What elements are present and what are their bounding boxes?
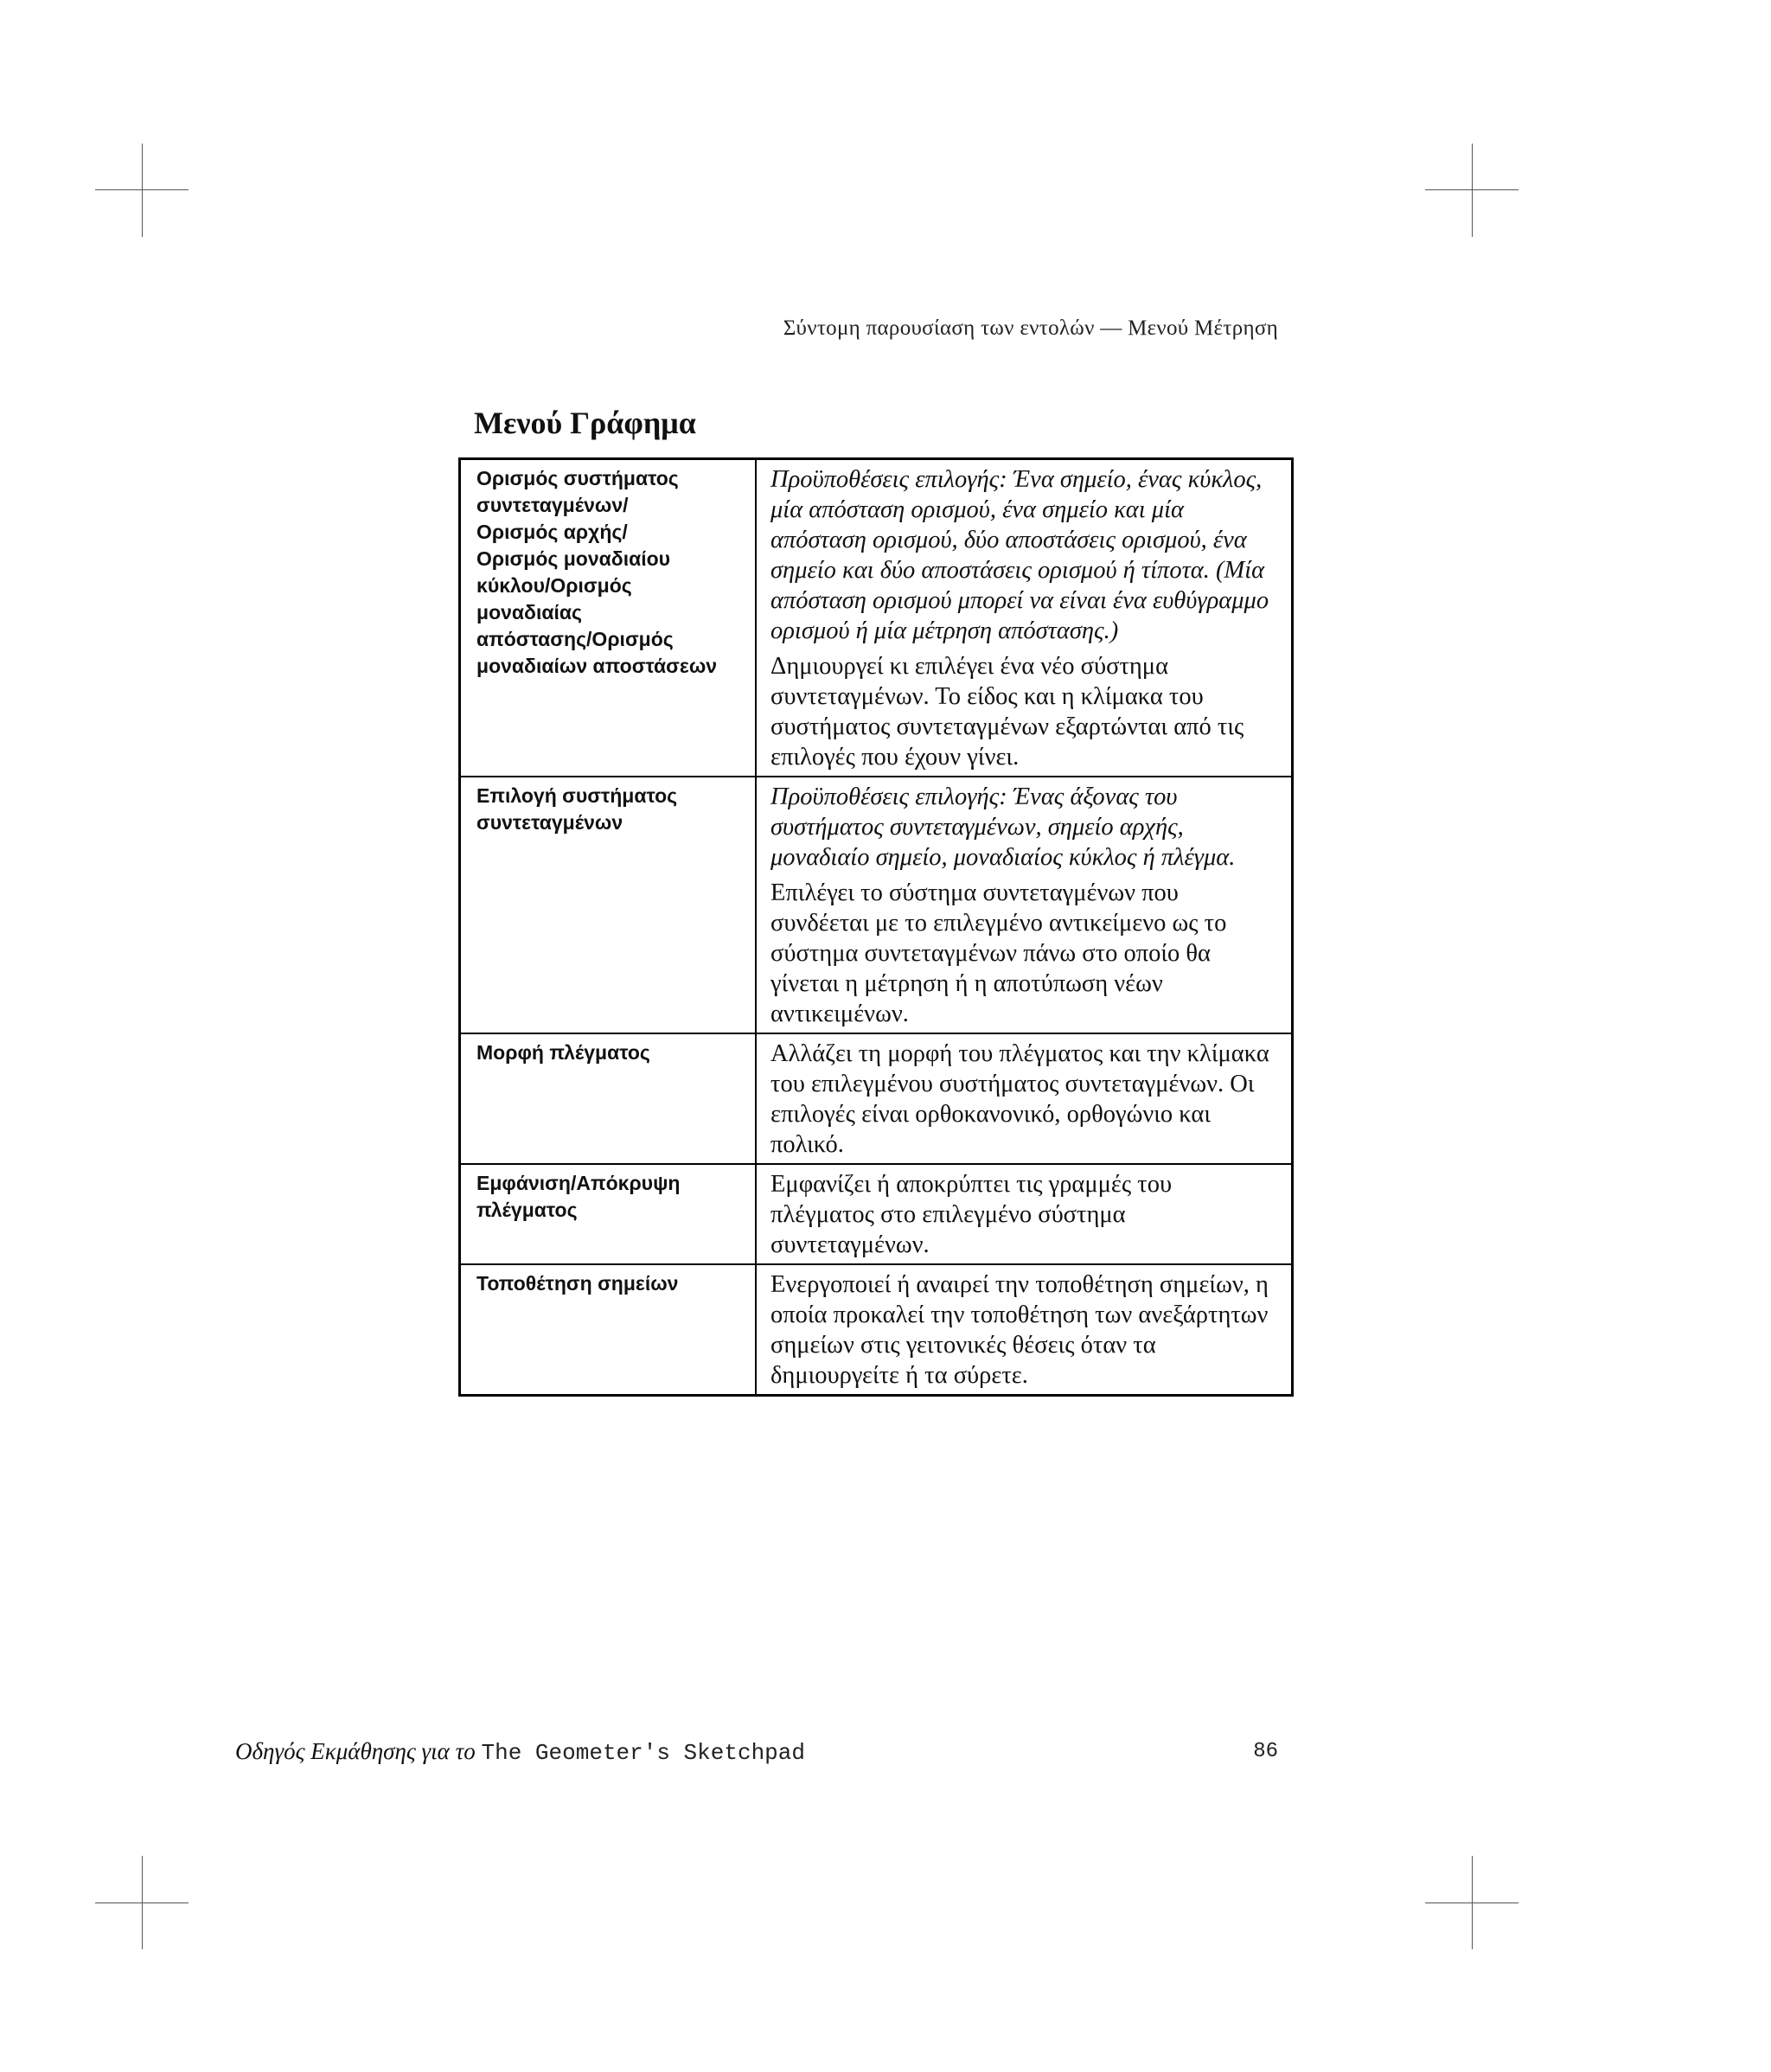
footer-product-name: The Geometer's Sketchpad bbox=[481, 1740, 805, 1766]
menu-command-line: Ορισμός αρχής/ bbox=[476, 521, 628, 543]
menu-command-name bbox=[460, 459, 757, 777]
table-row bbox=[460, 1264, 1293, 1396]
menu-command-line: απόστασης/Ορισμός bbox=[476, 628, 674, 650]
menu-command-line: Εμφάνιση/Απόκρυψη bbox=[476, 1172, 681, 1194]
menu-command-line: πλέγματος bbox=[476, 1199, 578, 1221]
menu-command-description bbox=[756, 1264, 1293, 1396]
footer-guide-prefix: Οδηγός Εκμάθησης για το bbox=[235, 1738, 476, 1764]
crop-mark-top-left-v bbox=[142, 144, 143, 237]
command-effect: Επιλέγει το σύστημα συντεταγμένων που συνδέεται με το επιλεγμένο αντικείμενο ως το σύστημα συντεταγμένων πάνω στο οποίο θα γίνεται η μέτρηση ή η αποτύπωση νέων αντικειμένων. bbox=[770, 879, 1227, 1027]
graph-menu-table bbox=[458, 457, 1294, 1397]
selection-precondition: Προϋποθέσεις επιλογής: Ένας άξονας του συστήματος συντεταγμένων, σημείο αρχής, μοναδιαίο σημείο, μοναδιαίος κύκλος ή πλέγμα. bbox=[770, 783, 1236, 871]
menu-command-line: συντεταγμένων/ bbox=[476, 494, 629, 516]
menu-command-line: Μορφή πλέγματος bbox=[476, 1041, 650, 1064]
section-title: Μενού Γράφημα bbox=[474, 406, 696, 440]
menu-command-name bbox=[460, 1164, 757, 1264]
menu-command-name bbox=[460, 1033, 757, 1164]
command-effect: Εμφανίζει ή αποκρύπτει τις γραμμές του πλέγματος στο επιλεγμένο σύστημα συντεταγμένων. bbox=[770, 1171, 1173, 1258]
menu-command-line: Ορισμός συστήματος bbox=[476, 467, 679, 489]
crop-mark-top-right-v bbox=[1472, 144, 1473, 237]
table-row bbox=[460, 1033, 1293, 1164]
command-effect: Αλλάζει τη μορφή του πλέγματος και την κλίμακα του επιλεγμένου συστήματος συντεταγμένων. Οι επιλογές είναι ορθοκανονικό, ορθογώνιο και πολικό. bbox=[770, 1040, 1269, 1158]
graph-menu-rows bbox=[460, 459, 1293, 1396]
menu-command-description bbox=[756, 777, 1293, 1033]
menu-command-line: μοναδιαίων αποστάσεων bbox=[476, 655, 718, 677]
command-effect: Δημιουργεί κι επιλέγει ένα νέο σύστημα συντεταγμένων. Το είδος και η κλίμακα του συστήματος συντεταγμένων εξαρτώνται από τις επιλογές που έχουν γίνει. bbox=[770, 653, 1244, 771]
table-row bbox=[460, 777, 1293, 1033]
menu-command-description bbox=[756, 1033, 1293, 1164]
menu-command-line: συντεταγμένων bbox=[476, 811, 623, 834]
menu-command-line: μοναδιαίας bbox=[476, 601, 583, 624]
selection-precondition: Προϋποθέσεις επιλογής: Ένα σημείο, ένας κύκλος, μία απόσταση ορισμού, ένα σημείο και μία απόσταση ορισμού, δύο αποστάσεις ορισμού, ένα σημείο και δύο αποστάσεις ορισμού ή τίποτα. (Μία απόσταση ορισμού μπορεί να είναι ένα ευθύγραμμο ορισμού ή μία μέτρηση απόστασης.) bbox=[770, 466, 1269, 644]
menu-command-line: Ορισμός μοναδιαίου bbox=[476, 547, 671, 570]
menu-command-description bbox=[756, 1164, 1293, 1264]
menu-command-line: κύκλου/Ορισμός bbox=[476, 574, 632, 597]
crop-mark-bottom-left-v bbox=[142, 1856, 143, 1949]
crop-mark-bottom-right-v bbox=[1472, 1856, 1473, 1949]
command-effect: Ενεργοποιεί ή αναιρεί την τοποθέτηση σημείων, η οποία προκαλεί την τοποθέτηση των ανεξάρτητων σημείων στις γειτονικές θέσεις όταν τα δημιουργείτε ή τα σύρετε. bbox=[770, 1271, 1269, 1389]
page-number: 86 bbox=[1253, 1740, 1278, 1763]
table-row bbox=[460, 459, 1293, 777]
table-row bbox=[460, 1164, 1293, 1264]
menu-command-name bbox=[460, 1264, 757, 1396]
menu-command-line: Τοποθέτηση σημείων bbox=[476, 1272, 679, 1295]
menu-command-description bbox=[756, 459, 1293, 777]
running-head: Σύντομη παρουσίαση των εντολών — Μενού Μέτρηση bbox=[783, 317, 1278, 340]
footer-title bbox=[235, 1738, 805, 1766]
menu-command-name bbox=[460, 777, 757, 1033]
menu-command-line: Επιλογή συστήματος bbox=[476, 784, 678, 807]
